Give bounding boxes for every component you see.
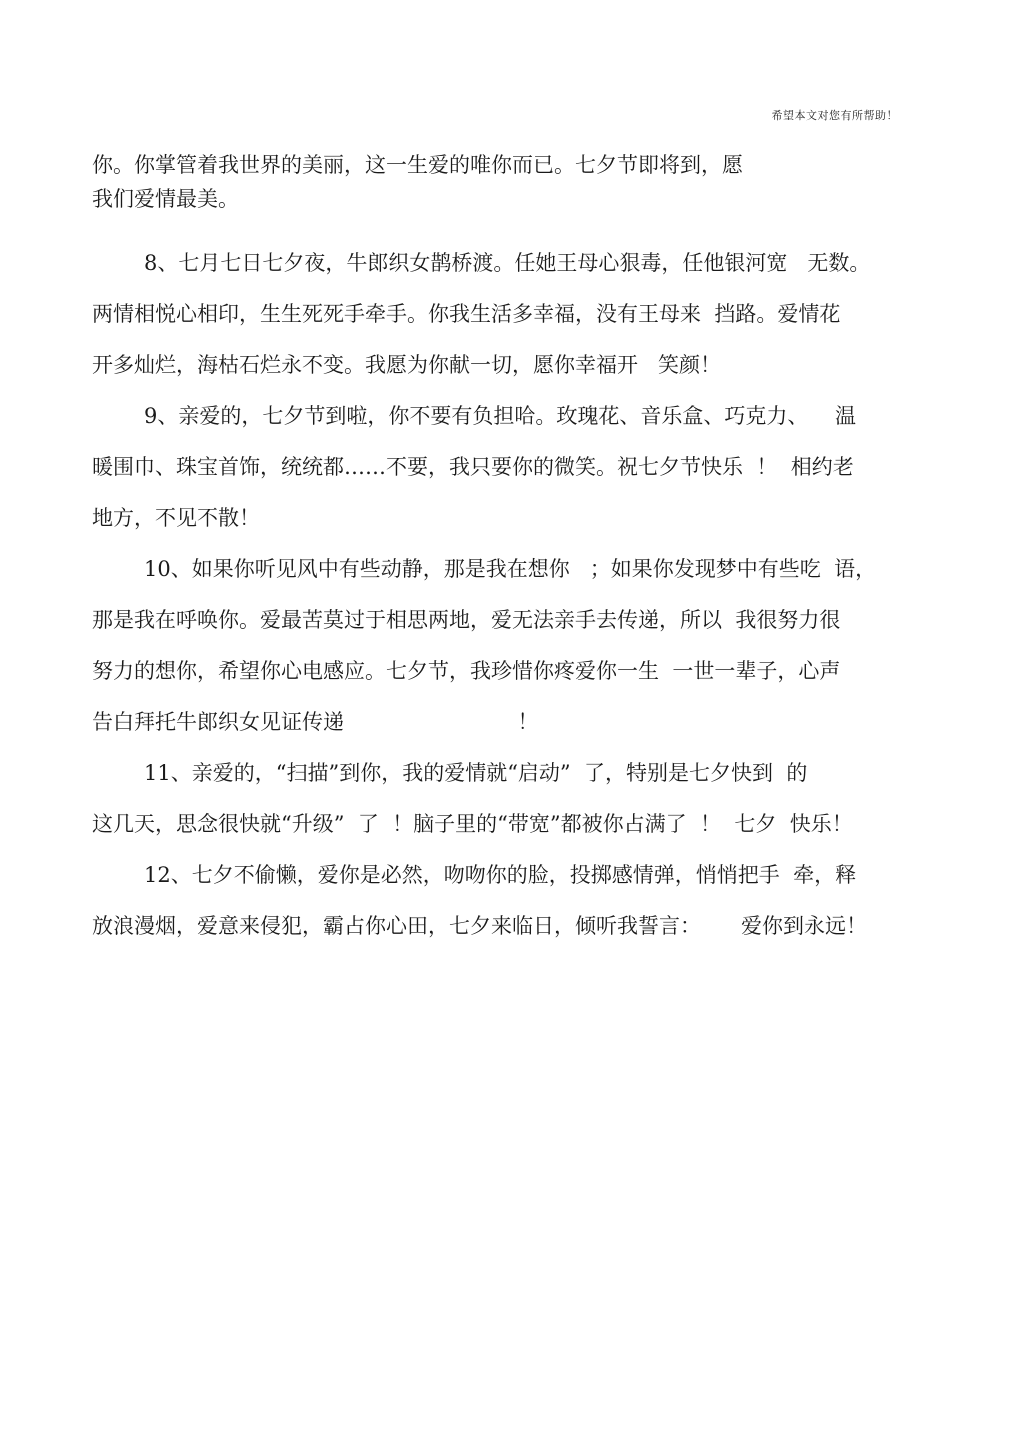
paragraph-line: 11、亲爱的，“扫描”到你，我的爱情就“启动” 了，特别是七夕快到 的 [144, 761, 808, 785]
paragraph-line: 10、如果你听见风中有些动静，那是我在想你 ；如果你发现梦中有些吃 语， [144, 557, 877, 581]
paragraph-line: 努力的想你，希望你心电感应。七夕节，我珍惜你疼爱你一生 一世一辈子，心声 [92, 659, 841, 683]
paragraph-line: 12、七夕不偷懒，爱你是必然，吻吻你的脸，投掷感情弹，悄悄把手 牵，释 [144, 863, 857, 887]
paragraph-line: 两情相悦心相印，生生死死手牵手。你我生活多幸福，没有王母来 挡路。爱情花 [92, 302, 841, 326]
paragraph-line: 地方，不见不散！ [92, 506, 260, 530]
paragraph-9 [92, 391, 942, 544]
paragraph-line: 开多灿烂，海枯石烂永不变。我愿为你献一切，愿你幸福开 笑颜！ [92, 353, 722, 377]
intro-line: 我们爱情最美。 [92, 187, 239, 211]
intro-line: 你。你掌管着我世界的美丽，这一生爱的唯你而已。七夕节即将到，愿 [92, 153, 743, 177]
paragraph-11 [92, 748, 942, 850]
paragraph-line: 暖围巾、珠宝首饰，统统都……不要，我只要你的微笑。祝七夕节快乐 ！ 相约老 [92, 455, 854, 479]
paragraph-line: 9、亲爱的，七夕节到啦，你不要有负担哈。玫瑰花、音乐盒、巧克力、 温 [144, 404, 857, 428]
paragraph-8 [92, 238, 942, 391]
header-note: 希望本文对您有所帮助！ [771, 109, 898, 122]
paragraph-line: 这几天，思念很快就“升级” 了 ！脑子里的“带宽”都被你占满了 ！ 七夕 快乐！ [92, 812, 853, 836]
body-text [92, 148, 942, 952]
paragraph-line: 放浪漫烟，爱意来侵犯，霸占你心田，七夕来临日，倾听我誓言： 爱你到永远！ [92, 914, 868, 938]
paragraph-line: 告白拜托牛郎织女见证传递 ！ [92, 710, 539, 734]
paragraph-line: 那是我在呼唤你。爱最苦莫过于相思两地，爱无法亲手去传递，所以 我很努力很 [92, 608, 841, 632]
paragraph-10 [92, 544, 942, 748]
paragraph-line: 8、七月七日七夕夜，牛郎织女鹊桥渡。任她王母心狠毒，任他银河宽 无数。 [144, 251, 871, 275]
paragraph-12 [92, 850, 942, 952]
